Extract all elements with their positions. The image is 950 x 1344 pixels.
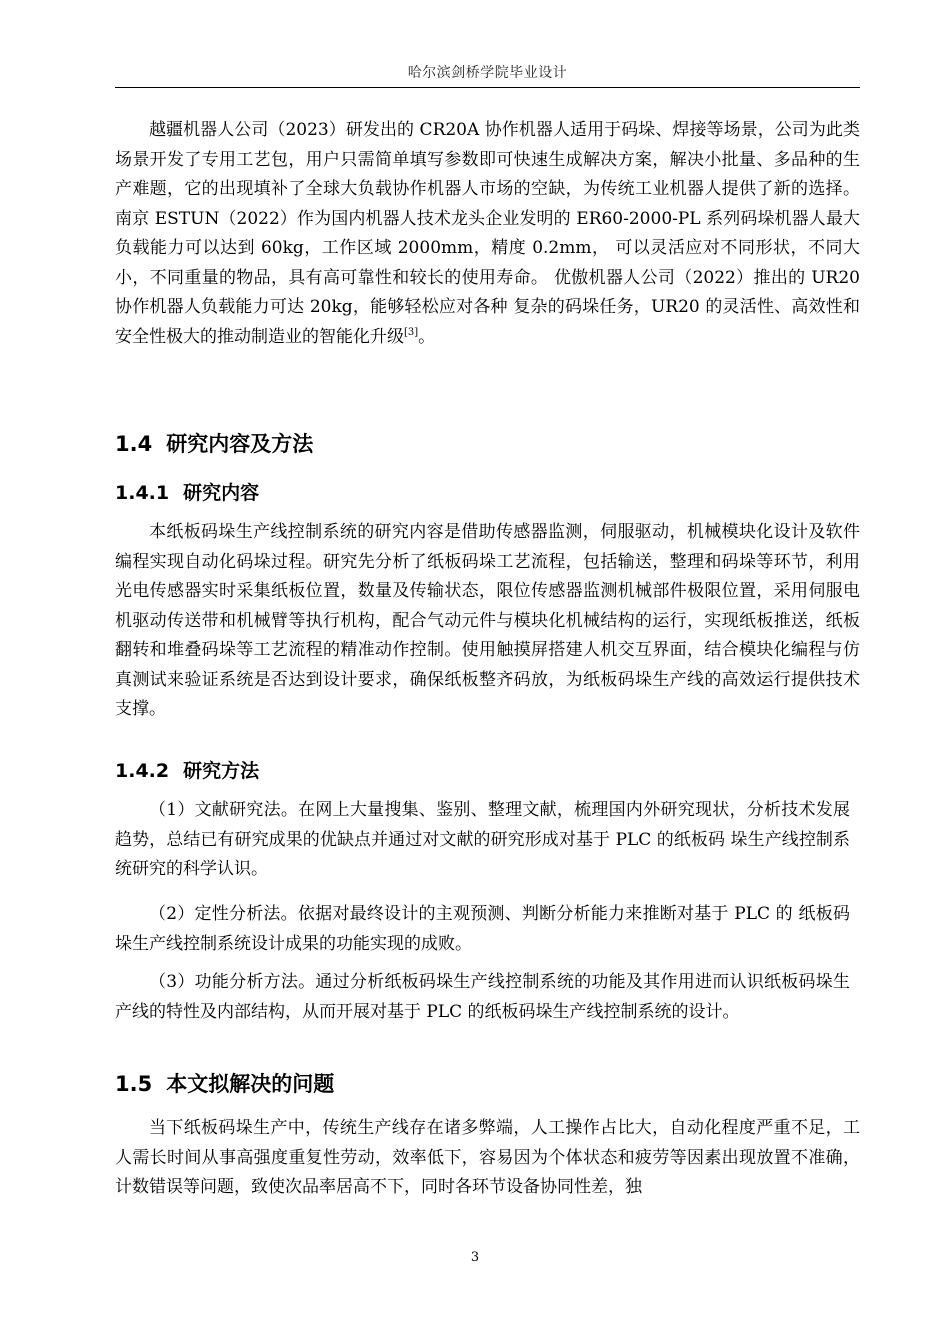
section-1-4-1-heading xyxy=(115,478,259,505)
paragraph-method-2: （2）定性分析法。依据对最终设计的主观预测、判断分析能力来推断对基于 PLC 的 纸板码垛生产线控制系统设计成果的功能实现的成败。 xyxy=(115,904,850,954)
paragraph-robot-survey-text: 越疆机器人公司（2023）研发出的 CR20A 协作机器人适用于码垛、焊接等场景，公司为此类场景开发了专用工艺包，用户只需简单填写参数即可快速生成解决方案，解决小批量、多品种的生产难题，它的出现填补了全球大负载协作机器人市场的空缺，为传统工业机器人提供了新的选择。南京 ESTUN（2022）作为国内机器人技术龙头企业发明的 ER60-2000-PL 系列码垛机器人最大负载能力可以达到 60kg，工作区域 2000mm，精度 0.2mm， 可以灵活应对不同形状，不同大小，不同重量的物品，具有高可靠性和较长的使用寿命。 优傲机器人公司（2022）推出的 UR20 协作机器人负载能力可达 20kg，能够轻松应对各种 复杂的码垛任务，UR20 的灵活性、高效性和安全性极大的推动制造业的智能化升级 xyxy=(115,120,860,347)
paragraph-method-1: （1）文献研究法。在网上大量搜集、鉴别、整理文献，梳理国内外研究现状，分析技术发展趋势，总结已有研究成果的优缺点并通过对文献的研究形成对基于 PLC 的纸板码 垛生产线控制系统研究的科学认识。 xyxy=(115,800,850,879)
citation-ref: [3] xyxy=(404,326,419,338)
paragraph-method-3: （3）功能分析方法。通过分析纸板码垛生产线控制系统的功能及其作用进而认识纸板码垛生产线的特性及内部结构，从而开展对基于 PLC 的纸板码垛生产线控制系统的设计。 xyxy=(115,972,850,1022)
section-1-4-heading xyxy=(115,428,313,458)
section-1-4-2-heading xyxy=(115,756,259,783)
section-1-5-heading xyxy=(115,1068,334,1098)
section-title: 本文拟解决的问题 xyxy=(166,1072,335,1096)
header-divider xyxy=(115,87,860,88)
paragraph-research-content: 本纸板码垛生产线控制系统的研究内容是借助传感器监测，伺服驱动，机械模块化设计及软件编程实现自动化码垛过程。研究先分析了纸板码垛工艺流程，包括输送，整理和码垛等环节，利用光电传感器实时采集纸板位置，数量及传输状态，限位传感器监测机械部件极限位置，采用伺服电机驱动传送带和机械臂等执行机构，配合气动元件与模块化机械结构的运行，实现纸板推送，纸板翻转和堆叠码垛等工艺流程的精准动作控制。使用触摸屏搭建人机交互界面，结合模块化编程与仿真测试来验证系统是否达到设计要求，确保纸板整齐码放，为纸板码垛生产线的高效运行提供技术支撑。 xyxy=(115,522,860,719)
section-title: 研究内容及方法 xyxy=(166,432,314,456)
section-number: 1.4.1 xyxy=(115,482,170,504)
section-number: 1.5 xyxy=(115,1072,153,1096)
page-header: 哈尔滨剑桥学院毕业设计 xyxy=(407,65,568,81)
section-number: 1.4 xyxy=(115,432,153,456)
paragraph-robot-survey-end: 。 xyxy=(418,326,436,347)
section-title: 研究方法 xyxy=(183,760,260,782)
paragraph-robot-survey xyxy=(115,116,860,352)
page-number: 3 xyxy=(470,1250,480,1265)
section-title: 研究内容 xyxy=(183,482,260,504)
paragraph-problem-statement: 当下纸板码垛生产中，传统生产线存在诸多弊端，人工操作占比大，自动化程度严重不足，工人需长时间从事高强度重复性劳动，效率低下，容易因为个体状态和疲劳等因素出现放置不准确，计数错误等问题，致使次品率居高不下，同时各环节设备协同性差，独 xyxy=(115,1118,860,1197)
section-number: 1.4.2 xyxy=(115,760,170,782)
